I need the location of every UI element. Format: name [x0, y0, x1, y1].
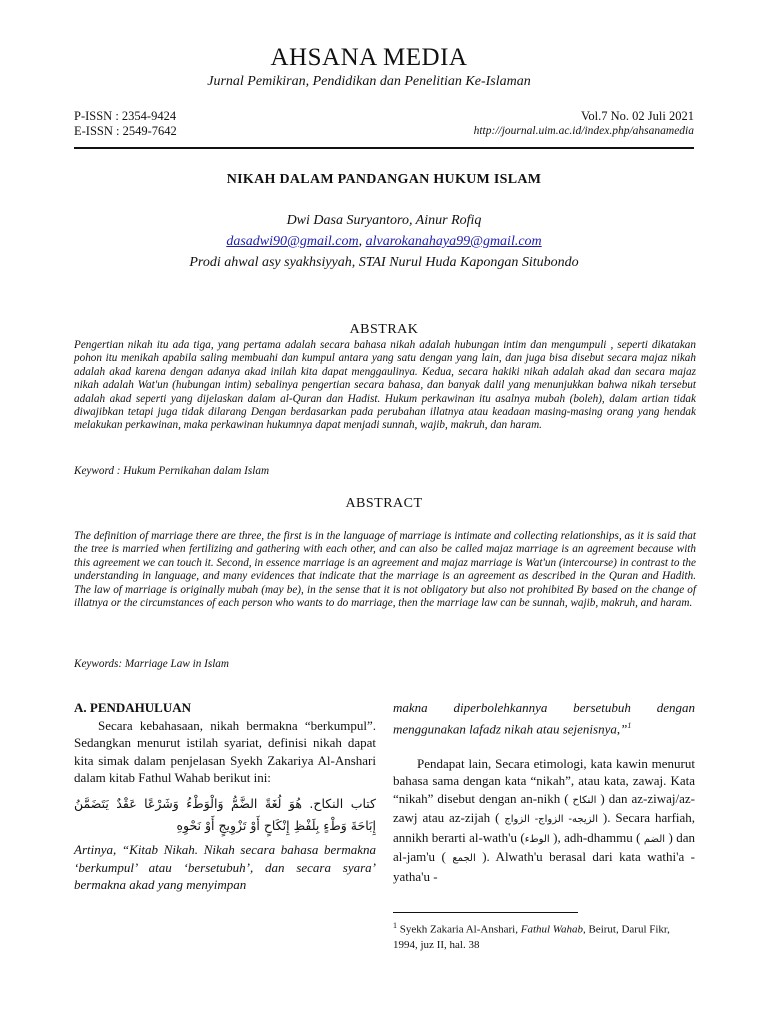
left-column: [74, 699, 376, 894]
email-link-1[interactable]: dasadwi90@gmail.com: [226, 234, 359, 249]
arabic-jam: الجمع: [452, 853, 476, 865]
volume-info: Vol.7 No. 02 Juli 2021: [581, 109, 694, 123]
email-separator: ,: [358, 234, 363, 249]
abstrak-keyword: Keyword : Hukum Pernikahan dalam Islam: [74, 465, 270, 477]
footnote-text-a: Syekh Zakaria Al-Anshari,: [399, 923, 518, 936]
arabic-nikah: النكاح: [572, 794, 597, 806]
translation-continued: [393, 699, 695, 738]
translation-text: Artinya, “Kitab Nikah. Nikah secara bahasa bermakna ‘berkumpul’ atau ‘bersetubuh’, dan secara syara’ bermakna akad yang menyimpan: [74, 841, 376, 893]
author-emails: [74, 234, 694, 250]
arabic-wath: الوطء: [524, 833, 550, 845]
article-title: NIKAH DALAM PANDANGAN HUKUM ISLAM: [226, 172, 542, 187]
footnote-rule: [393, 912, 578, 913]
section-heading-pendahuluan: A. PENDAHULUAN: [74, 700, 191, 715]
paragraph-2: [393, 755, 695, 886]
paragraph-1: Secara kebahasaan, nikah bermakna “berkumpul”. Sedangkan menurut istilah syariat, definisi nikah dapat kita simak dalam penjelasan Syekh Zakariya Al-Anshari dalam kitab Fathul Wahab berikut ini:: [74, 717, 376, 786]
header-rule: [74, 147, 694, 149]
abstract-keyword: Keywords: Marriage Law in Islam: [74, 658, 229, 670]
abstrak-heading: ABSTRAK: [349, 322, 419, 337]
arabic-dham: الضم: [643, 833, 666, 845]
footnote-ref[interactable]: 1: [627, 720, 632, 730]
footnote-text-b: , Beirut, Darul Fikr, 1994, juz II, hal. 38: [393, 923, 670, 951]
abstract-text: The definition of marriage there are three, the first is in the language of marriage is intimate and collecting relationships, as it is said that the tree is married when fertilizing and gathering with each other, and can also be called majaz marriage is an agreement because with this agreement we can touch it. Second, in essence marriage is an agreement and majaz marriage is Wat'un (intercourse) in contrast to the understanding in language, and many evidences that indicate that the marriage is an agreement as described in the Quran and Hadith. The law of marriage is originally mubah (may be), in the sense that it is not obligatory but also not prohibited By based on the change of illatnya or the circumstances of each person who wants to do marriage, then the marriage law can be sunnah, wajib, makruh, and haram.: [74, 530, 696, 610]
authors: Dwi Dasa Suryantoro, Ainur Rofiq: [286, 213, 482, 228]
p-issn: P-ISSN : 2354-9424: [74, 109, 177, 123]
p2-part-e: ) dan al-jam'u (: [393, 829, 695, 865]
p2-part-f: ). Alwath'u berasal dari kata wathi'a - yatha'u -: [393, 849, 696, 885]
p2-part-d: ), adh-dhammu (: [553, 829, 641, 845]
footnote-book-title: Fathul Wahab: [520, 923, 583, 936]
journal-subtitle: Jurnal Pemikiran, Pendidikan dan Penelitian Ke-Islaman: [207, 74, 531, 89]
abstract-heading: ABSTRACT: [345, 496, 423, 511]
translation-cont-text: makna diperbolehkannya bersetubuh dengan menggunakan lafadz nikah atau sejenisnya,”: [393, 700, 695, 736]
p2-part-a: Pendapat lain, Secara etimologi, kata kawin menurut bahasa sama dengan kata “nikah”, atau kata, zawaj. Kata “nikah” disebut dengan an-nikh (: [393, 755, 695, 806]
journal-title: AHSANA MEDIA: [270, 44, 468, 71]
footnote: [393, 918, 695, 953]
abstrak-text: Pengertian nikah itu ada tiga, yang pertama adalah secara bahasa nikah adalah hubungan intim dan mengumpuli , seperti dikatakan pohon itu menikah apabila saling membuahi dan kumpul antara yang satu dengan yang lain, dan juga bisa disebut secara majaz nikah adalah akad karena dengan adanya akad inilah kita dapat menggaulinya. Kedua, secara hakiki nikah adalah akad dan secara majaz nikah adalah Wat'un (hubungan intim) sebalinya pengertian secara bahasa, dan banyak dalil yang menunjukkan bahwa nikah tersebut adalah akad seperti yang dijelaskan dalam al-Quran dan Hadist. Hukum perkawinan itu asalnya mubah (boleh), dalam artian tidak diwajibkan tetapi juga tidak dilarang Dengan berdasarkan pada perubahan illatnya atau keadaan masing-masing orang yang hendak melakukan perkawinan, maka perkawinan hukumnya dapat menjadi sunnah, wajib, makruh, dan haram.: [74, 339, 696, 432]
e-issn: E-ISSN : 2549-7642: [74, 124, 177, 138]
right-column: [393, 699, 695, 886]
arabic-quote: كتاب النكاح. هُوَ لُغَةً الضَّمُّ وَالْوَطْءُ وَشَرْعًا عَقْدٌ يَتَضَمَّنُ إِبَاحَةَ وَطْءٍ بِلَفْظِ إِنْكَاحٍ أَوْ تَزْوِيجٍ أَوْ نَحْوِهِ: [74, 795, 376, 833]
p2-part-c: ). Secara harfiah, annikh berarti al-wath'u (: [393, 810, 696, 845]
email-link-2[interactable]: alvarokanahaya99@gmail.com: [365, 234, 542, 249]
affiliation: Prodi ahwal asy syakhsiyyah, STAI Nurul Huda Kapongan Situbondo: [189, 255, 579, 270]
p2-part-b: ) dan az-ziwaj/az-zawj atau az-zijah (: [393, 790, 695, 826]
journal-url[interactable]: http://journal.uim.ac.id/index.php/ahsanamedia: [473, 125, 694, 137]
arabic-zijah: الزيجه- الزواج- الزواج: [504, 814, 598, 826]
footnote-mark: 1: [393, 921, 397, 930]
